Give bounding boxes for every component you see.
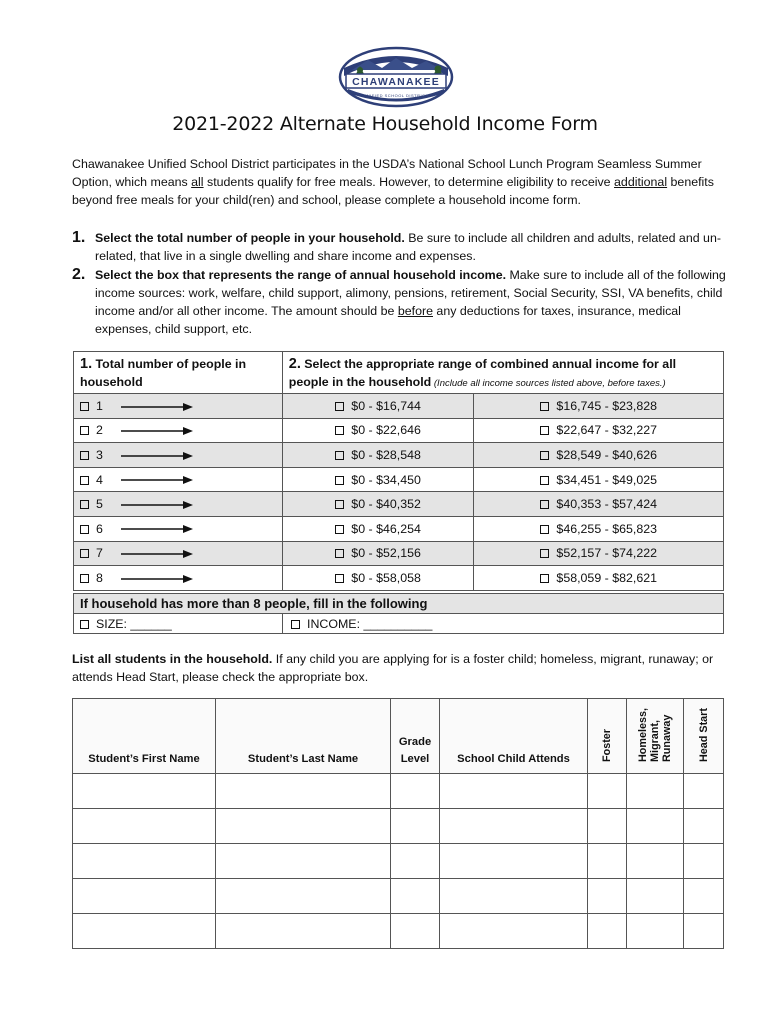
student-row [73,774,724,809]
foster-cell[interactable] [588,809,627,844]
homeless-cell[interactable] [627,844,684,879]
arrow-right-icon [121,451,193,461]
step-1-number: 1. [72,229,86,246]
size-checkbox[interactable] [80,620,89,629]
household-size-checkbox[interactable] [80,525,89,534]
intro-text-3: benefits beyond free meals for your child(ren) and school, please complete a household income form. [72,175,714,207]
list-students-instructions [72,650,732,686]
income-high-checkbox[interactable] [540,574,549,583]
income-range-low[interactable] [282,467,474,492]
homeless-header [627,699,684,774]
intro-text-1: Chawanakee Unified School District participates in the USDA’s National School Lunch Program Seamless Summer Option, which means [72,157,702,189]
income-low-checkbox[interactable] [335,402,344,411]
foster-label: Foster [601,729,613,762]
income-range-low[interactable] [282,541,474,566]
income-low-value: $0 - $28,548 [351,447,421,462]
page-title: 2021-2022 Alternate Household Income Form [172,113,598,135]
household-size-checkbox[interactable] [80,451,89,460]
household-size-value: 7 [96,546,103,561]
step-1 [72,229,732,265]
income-low-checkbox[interactable] [335,426,344,435]
grade-level-cell[interactable] [391,844,440,879]
income-low-value: $0 - $46,254 [351,521,421,536]
household-size-value: 6 [96,521,103,536]
arrow-right-icon [121,402,193,412]
income-row [74,394,724,419]
income-high-value: $34,451 - $49,025 [556,472,658,487]
instruction-steps [72,229,732,339]
income-range-high[interactable] [474,541,724,566]
homeless-cell[interactable] [627,914,684,949]
students-table [72,698,724,949]
size-label: SIZE: ______ [96,616,172,631]
last-name-cell[interactable] [216,809,391,844]
logo-subtitle: UNIFIED SCHOOL DISTRICT [363,93,429,98]
foster-cell[interactable] [588,879,627,914]
more-than-8-header: If household has more than 8 people, fill in the following [74,594,724,614]
head-start-cell[interactable] [684,774,724,809]
grade-level-cell[interactable] [391,879,440,914]
income-high-value: $16,745 - $23,828 [556,398,658,413]
grade-level-cell[interactable] [391,914,440,949]
income-high-checkbox[interactable] [540,500,549,509]
income-range-low[interactable] [282,418,474,443]
income-range-high[interactable] [474,516,724,541]
household-size-option[interactable] [74,541,283,566]
homeless-cell[interactable] [627,879,684,914]
foster-cell[interactable] [588,844,627,879]
income-low-value: $0 - $16,744 [351,398,421,413]
grade-level-cell[interactable] [391,774,440,809]
grade-level-cell[interactable] [391,809,440,844]
first-name-cell[interactable] [73,844,216,879]
student-row [73,879,724,914]
first-name-cell[interactable] [73,809,216,844]
income-range-high[interactable] [474,467,724,492]
income-high-value: $28,549 - $40,626 [556,447,658,462]
household-size-checkbox[interactable] [80,476,89,485]
foster-cell[interactable] [588,914,627,949]
household-size-value: 1 [96,398,103,413]
head-start-cell[interactable] [684,914,724,949]
step-2-text-2: any deductions for taxes, insurance, medical expenses, child support, etc. [95,304,681,336]
student-row [73,809,724,844]
step-2 [72,266,732,338]
step-1-bold: Select the total number of people in your household. [95,231,405,245]
student-row [73,914,724,949]
foster-header [588,699,627,774]
arrow-right-icon [121,574,193,584]
income-row [74,492,724,517]
income-high-checkbox[interactable] [540,451,549,460]
more-than-8-table [73,593,724,634]
household-size-value: 8 [96,570,103,585]
grade-label: Grade [398,736,432,748]
head-start-cell[interactable] [684,809,724,844]
logo-name: CHAWANAKEE [352,76,440,88]
household-size-option[interactable] [74,394,283,419]
income-range-low[interactable] [282,492,474,517]
income-row [74,418,724,443]
income-range-header [282,352,723,394]
household-size-checkbox[interactable] [80,426,89,435]
income-high-value: $52,157 - $74,222 [556,546,658,561]
district-logo [338,46,454,108]
income-high-checkbox[interactable] [540,549,549,558]
last-name-cell[interactable] [216,879,391,914]
arrow-right-icon [121,500,193,510]
income-high-value: $40,353 - $57,424 [556,497,658,512]
income-range-high[interactable] [474,492,724,517]
step-2-number: 2. [72,266,86,283]
intro-text-2: students qualify for free meals. However, to determine eligibility to receive [203,175,615,189]
arrow-right-icon [121,426,193,436]
income-range-low[interactable] [282,443,474,468]
homeless-cell[interactable] [627,809,684,844]
head-start-header [684,699,724,774]
income-row [74,516,724,541]
income-high-checkbox[interactable] [540,476,549,485]
step-1-text: Be sure to include all children and adults, related and un-related, that live in a single dwelling and share income and expenses. [95,231,721,263]
income-low-value: $0 - $52,156 [351,546,421,561]
income-table [73,351,724,591]
household-size-option[interactable] [74,516,283,541]
income-low-checkbox[interactable] [335,574,344,583]
homeless-line-1: Homeless, [637,707,649,762]
step-2-before: before [397,304,433,318]
col1-header-text: Total number of people in household [80,357,247,389]
household-size-option[interactable] [74,418,283,443]
income-high-checkbox[interactable] [540,402,549,411]
first-name-cell[interactable] [73,879,216,914]
income-range-high[interactable] [474,394,724,419]
intro-all: all [191,175,204,189]
household-size-header [74,352,283,394]
last-name-header: Student’s Last Name [216,699,391,774]
income-high-value: $58,059 - $82,621 [556,570,658,585]
income-low-checkbox[interactable] [335,500,344,509]
first-name-cell[interactable] [73,774,216,809]
students-table-header [73,699,724,774]
head-start-label: Head Start [697,707,710,762]
income-range-high[interactable] [474,566,724,591]
income-row [74,541,724,566]
income-row [74,443,724,468]
household-size-option[interactable] [74,443,283,468]
income-low-value: $0 - $22,646 [351,423,421,438]
size-field[interactable] [74,614,283,634]
intro-paragraph [72,155,732,209]
grade-level-header [391,699,440,774]
homeless-label [637,708,673,762]
last-name-cell[interactable] [216,844,391,879]
household-size-checkbox[interactable] [80,402,89,411]
income-label: INCOME: __________ [307,616,433,631]
income-range-low[interactable] [282,394,474,419]
homeless-line-3: Runaway [661,714,673,762]
level-label: Level [400,753,430,765]
head-start-cell[interactable] [684,879,724,914]
income-range-low[interactable] [282,516,474,541]
income-high-checkbox[interactable] [540,426,549,435]
household-size-option[interactable] [74,566,283,591]
income-low-value: $0 - $40,352 [351,497,421,512]
school-cell[interactable] [440,844,588,879]
household-size-checkbox[interactable] [80,500,89,509]
list-text: If any child you are applying for is a foster child; homeless, migrant, runaway; or attends Head Start, please check the appropriate box. [72,652,714,684]
income-row [74,467,724,492]
arrow-right-icon [121,475,193,485]
step-2-bold: Select the box that represents the range of annual household income. [95,268,507,282]
household-size-value: 4 [96,472,103,487]
col2-note: (Include all income sources listed above, before taxes.) [431,378,666,389]
list-bold: List all students in the household. [72,652,273,666]
income-range-high[interactable] [474,418,724,443]
school-cell[interactable] [440,914,588,949]
income-range-high[interactable] [474,443,724,468]
last-name-cell[interactable] [216,774,391,809]
first-name-header: Student’s First Name [73,699,216,774]
head-start-cell[interactable] [684,844,724,879]
income-low-checkbox[interactable] [335,549,344,558]
income-low-checkbox[interactable] [335,451,344,460]
school-header: School Child Attends [440,699,588,774]
income-table-header [74,352,724,394]
col2-header-text: Select the appropriate range of combined annual income for all people in the household [288,357,677,389]
col2-num: 2. [288,356,301,372]
household-size-value: 2 [96,423,103,438]
arrow-right-icon [121,549,193,559]
foster-cell[interactable] [588,774,627,809]
last-name-cell[interactable] [216,914,391,949]
income-high-checkbox[interactable] [540,525,549,534]
step-2-text: Make sure to include all of the following income sources: work, welfare, child support, alimony, pensions, retirement, Social Security, SSI, VA benefits, child income and/or all other income. The amount should be [95,268,726,318]
income-row [74,566,724,591]
income-low-checkbox[interactable] [335,525,344,534]
income-high-value: $22,647 - $32,227 [556,423,658,438]
school-cell[interactable] [440,774,588,809]
household-size-value: 3 [96,447,103,462]
income-range-low[interactable] [282,566,474,591]
homeless-cell[interactable] [627,774,684,809]
school-cell[interactable] [440,809,588,844]
income-field[interactable] [283,614,724,634]
homeless-line-2: Migrant, [649,720,661,762]
income-low-value: $0 - $58,058 [351,570,421,585]
income-high-value: $46,255 - $65,823 [556,521,658,536]
arrow-right-icon [121,524,193,534]
col1-num: 1. [80,356,93,372]
school-cell[interactable] [440,879,588,914]
intro-additional: additional [614,175,668,189]
first-name-cell[interactable] [73,914,216,949]
household-size-option[interactable] [74,492,283,517]
household-size-checkbox[interactable] [80,574,89,583]
income-low-value: $0 - $34,450 [351,472,421,487]
household-size-option[interactable] [74,467,283,492]
household-size-value: 5 [96,497,103,512]
student-row [73,844,724,879]
income-low-checkbox[interactable] [335,476,344,485]
household-size-checkbox[interactable] [80,549,89,558]
income-checkbox[interactable] [291,620,300,629]
